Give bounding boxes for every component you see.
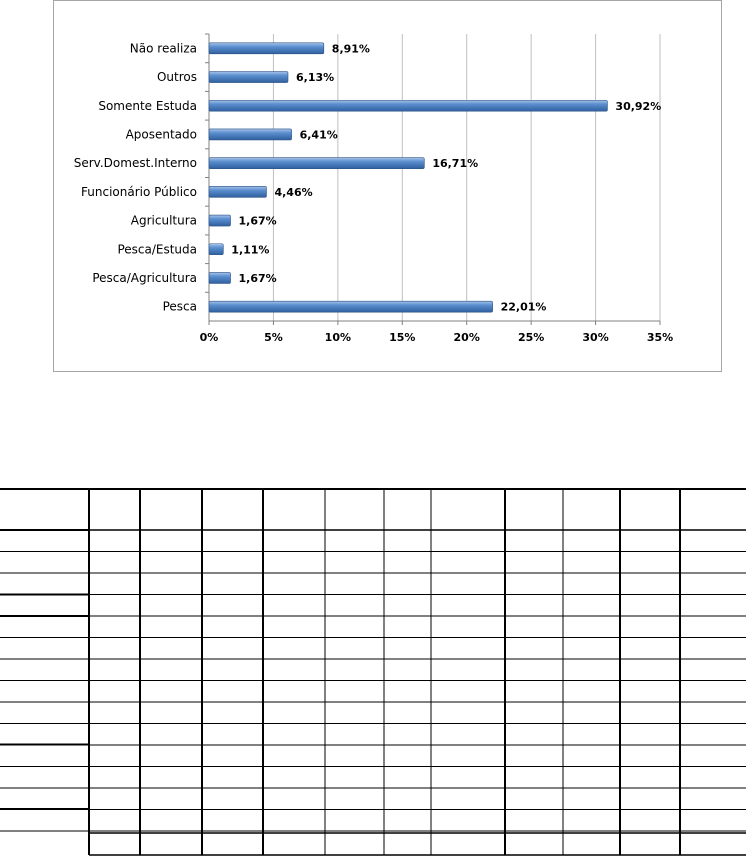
- data-label: 4,46%: [274, 185, 313, 199]
- x-tick-label: 10%: [324, 331, 352, 344]
- data-label: 1,67%: [238, 214, 277, 228]
- bar-chart: [54, 1, 723, 373]
- data-label: 6,41%: [299, 128, 338, 142]
- bar: [209, 100, 607, 111]
- bar: [209, 215, 231, 226]
- x-tick-label: 15%: [389, 331, 416, 344]
- x-tick-label: 30%: [582, 331, 609, 344]
- data-label: 6,13%: [295, 71, 335, 85]
- bar: [209, 186, 266, 197]
- bar: [209, 244, 223, 255]
- x-tick-label: 20%: [453, 331, 480, 344]
- x-tick-label: 0%: [199, 331, 219, 344]
- category-label: Agricultura: [130, 213, 197, 228]
- category-label: Pesca/Estuda: [117, 242, 197, 257]
- category-label: Serv.Domest.Interno: [73, 156, 197, 171]
- category-label: Não realiza: [129, 41, 197, 56]
- x-tick-label: 5%: [264, 331, 283, 344]
- category-label: Pesca: [162, 299, 197, 314]
- data-label: 1,11%: [231, 243, 270, 257]
- data-label: 30,92%: [615, 99, 662, 113]
- bar: [209, 72, 288, 83]
- category-label: Aposentado: [125, 127, 197, 142]
- data-label: 8,91%: [331, 42, 370, 56]
- bar: [209, 43, 324, 54]
- category-label: Outros: [156, 70, 197, 85]
- category-label: Funcionário Público: [81, 184, 197, 199]
- category-label: Pesca/Agricultura: [92, 270, 197, 285]
- bar: [209, 272, 231, 283]
- x-tick-label: 35%: [646, 331, 674, 344]
- data-label: 22,01%: [500, 300, 547, 314]
- chart-frame: [53, 0, 722, 372]
- data-label: 1,67%: [238, 271, 277, 285]
- bar: [209, 129, 292, 140]
- bar: [209, 301, 493, 312]
- bar: [209, 158, 424, 169]
- category-label: Somente Estuda: [98, 98, 197, 113]
- data-label: 16,71%: [432, 157, 479, 171]
- x-tick-label: 25%: [517, 331, 545, 344]
- empty-table-grid: [0, 488, 746, 860]
